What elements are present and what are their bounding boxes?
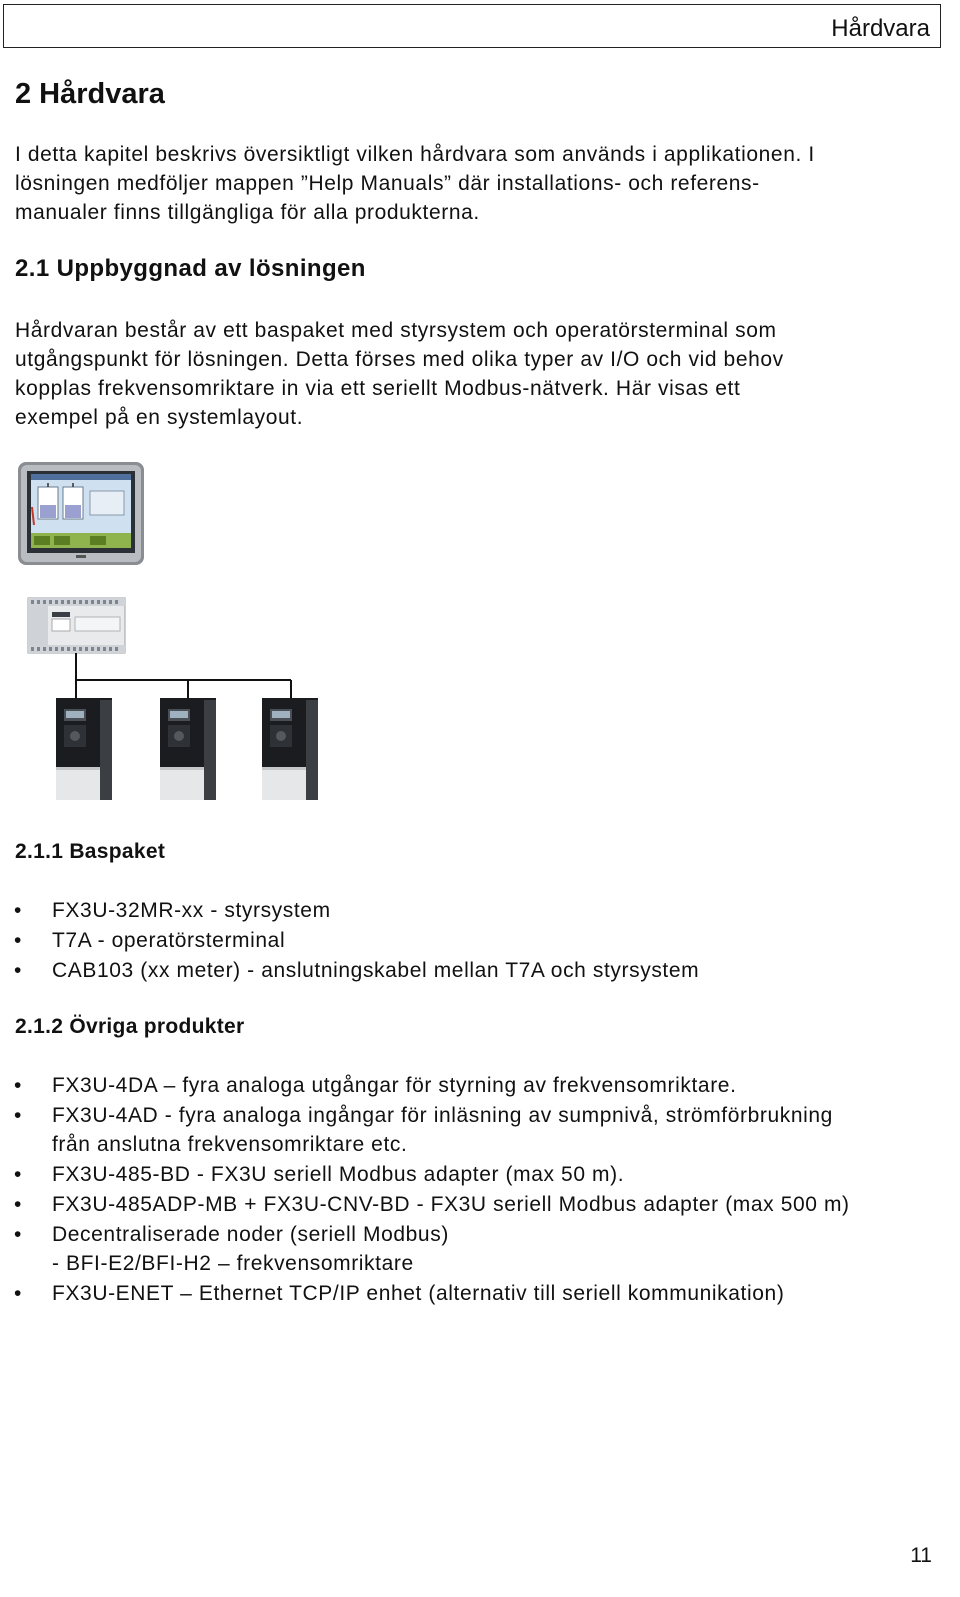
list-item: • CAB103 (xx meter) - anslutningskabel mellan T7A och styrsystem — [0, 956, 932, 985]
ovriga-list — [0, 1071, 932, 1309]
bullet-icon: • — [14, 1223, 22, 1246]
system-layout-diagram — [0, 455, 360, 815]
section-line: kopplas frekvensomriktare in via ett seriellt Modbus-nätverk. Här visas ett — [15, 377, 741, 400]
list-item: • FX3U-32MR-xx - styrsystem — [0, 896, 932, 925]
header-title: Hårdvara — [831, 15, 930, 42]
frequency-drive-image — [262, 698, 318, 800]
bullet-icon: • — [14, 1104, 22, 1127]
bullet-icon: • — [14, 1074, 22, 1097]
frequency-drive-image — [56, 698, 112, 800]
bullet-icon: • — [14, 929, 22, 952]
baspaket-list — [0, 896, 932, 986]
frequency-drive-image — [160, 698, 216, 800]
page-header — [3, 4, 941, 48]
intro-line: manualer finns tillgängliga för alla produkterna. — [15, 201, 480, 224]
list-item: • FX3U-485-BD - FX3U seriell Modbus adapter (max 50 m). — [0, 1160, 932, 1189]
intro-line: lösningen medföljer mappen ”Help Manuals” där installations- och referens- — [15, 172, 760, 195]
list-item: • FX3U-485ADP-MB + FX3U-CNV-BD - FX3U seriell Modbus adapter (max 500 m) — [0, 1190, 932, 1219]
chapter-title: 2 Hårdvara — [15, 78, 165, 110]
section-line: Hårdvaran består av ett baspaket med styrsystem och operatörsterminal som — [15, 319, 777, 342]
section-line: exempel på en systemlayout. — [15, 406, 304, 429]
page-number: 11 — [910, 1544, 932, 1567]
list-item: • Decentraliserade noder (seriell Modbus) - BFI-E2/BFI-H2 – frekvensomriktare — [0, 1220, 932, 1278]
bullet-icon: • — [14, 899, 22, 922]
bullet-icon: • — [14, 959, 22, 982]
baspaket-title: 2.1.1 Baspaket — [15, 840, 166, 863]
modbus-cable — [76, 653, 291, 698]
intro-paragraph — [15, 140, 815, 227]
list-item: • FX3U-4AD - fyra analoga ingångar för inläsning av sumpnivå, strömförbrukning från anslutna frekvensomriktare etc. — [0, 1101, 932, 1159]
ovriga-title: 2.1.2 Övriga produkter — [15, 1015, 245, 1038]
plc-image — [28, 598, 125, 653]
intro-line: I detta kapitel beskrivs översiktligt vilken hårdvara som används i applikationen. I — [15, 143, 815, 166]
list-item: • T7A - operatörsterminal — [0, 926, 932, 955]
section-paragraph — [15, 316, 784, 432]
list-item: • FX3U-4DA – fyra analoga utgångar för styrning av frekvensomriktare. — [0, 1071, 932, 1100]
bullet-icon: • — [14, 1193, 22, 1216]
bullet-icon: • — [14, 1163, 22, 1186]
operator-terminal-image — [18, 462, 144, 565]
bullet-icon: • — [14, 1282, 22, 1305]
section-title: 2.1 Uppbyggnad av lösningen — [15, 255, 366, 282]
list-item: • FX3U-ENET – Ethernet TCP/IP enhet (alternativ till seriell kommunikation) — [0, 1279, 932, 1308]
section-line: utgångspunkt för lösningen. Detta förses med olika typer av I/O och vid behov — [15, 348, 784, 371]
